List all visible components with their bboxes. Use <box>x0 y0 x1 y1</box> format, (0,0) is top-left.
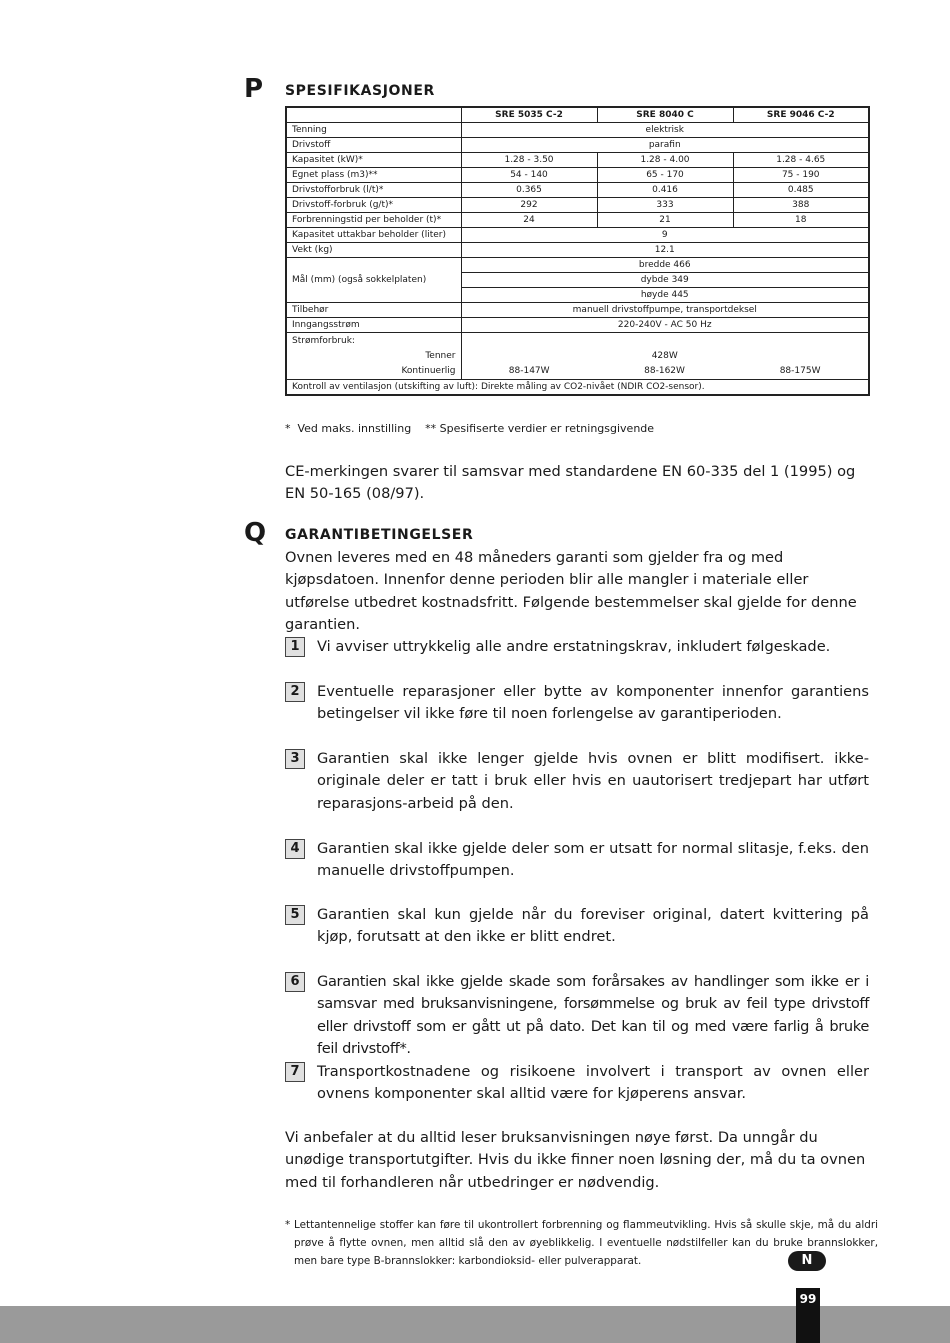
row-label: Drivstoff <box>286 138 461 153</box>
closing-paragraph: Vi anbefaler at du alltid leser bruksanvisningen nøye først. Da unngår du unødige transportutgifter. Hvis du ikke finner noen løsning der, må du ta ovnen med til forhandleren når utbedringer er nødvendig. <box>285 1129 866 1191</box>
section-letter-q: Q <box>244 518 267 548</box>
page-number: 99 <box>799 1292 817 1306</box>
row-value: 21 <box>597 213 733 228</box>
power-consumption-cell <box>286 333 461 380</box>
row-label: Kapasitet uttakbar beholder (liter) <box>286 228 461 243</box>
row-value: 65 - 170 <box>597 168 733 183</box>
warranty-item-text: Garantien skal ikke lenger gjelde hvis ovnen er blitt modifisert. ikke-originale deler er tatt i bruk eller hvis en uautorisert tredjepart har utført reparasjons-arbeid på den. <box>317 750 869 812</box>
warranty-item-text: Garantien skal ikke gjelde deler som er utsatt for normal slitasje, f.eks. den manuelle drivstoffpumpen. <box>317 840 869 880</box>
row-value: elektrisk <box>461 123 869 138</box>
row-label: Vekt (kg) <box>286 243 461 258</box>
row-value: høyde 445 <box>461 288 869 303</box>
table-row <box>286 380 869 396</box>
row-label: Drivstofforbruk (l/t)* <box>286 183 461 198</box>
item-number: 4 <box>285 839 305 859</box>
row-value: parafin <box>461 138 869 153</box>
row-value: 1.28 - 4.65 <box>733 153 869 168</box>
row-value: 88-147W <box>508 366 550 376</box>
row-value: 54 - 140 <box>461 168 597 183</box>
row-value: 1.28 - 4.00 <box>597 153 733 168</box>
warranty-item-text: Eventuelle reparasjoner eller bytte av komponenter innenfor garantiens betingelser vil ikke føre til noen forlengelse av garantiperioden. <box>317 683 869 723</box>
table-row <box>286 258 869 273</box>
warranty-item-text: Garantien skal kun gjelde når du foreviser original, datert kvittering på kjøp, forutsatt at den ikke er blitt endret. <box>317 906 869 946</box>
flammable-footnote: * Lettantennelige stoffer kan føre til ukontrollert forbrenning og flammeutvikling. Hvis så skulle skje, må du aldri prøve å flytte ovnen, men alltid slå den av øyeblikkelig. I eventuelle nødstilfeller kan du bruke brannslokker, men bare type B-brannslokker: karbondioksid- eller pulverapparat. <box>285 1219 878 1267</box>
row-value: 333 <box>597 198 733 213</box>
table-header-row <box>286 107 869 123</box>
row-label: Drivstoff-forbruk (g/t)* <box>286 198 461 213</box>
row-value: 220-240V - AC 50 Hz <box>461 318 869 333</box>
row-value: 0.365 <box>461 183 597 198</box>
power-consumption-values <box>461 333 869 380</box>
row-label: Tilbehør <box>286 303 461 318</box>
row-value: dybde 349 <box>461 273 869 288</box>
warranty-item-text: Vi avviser uttrykkelig alle andre erstatningskrav, inkludert følgeskade. <box>317 638 831 655</box>
specifications-table <box>285 106 870 396</box>
row-value: 0.485 <box>733 183 869 198</box>
row-value: 292 <box>461 198 597 213</box>
table-row <box>286 123 869 138</box>
ce-marking-text: CE-merkingen svarer til samsvar med standardene EN 60-335 del 1 (1995) og EN 50-165 (08/97). <box>285 463 856 503</box>
table-row <box>286 183 869 198</box>
table-row <box>286 168 869 183</box>
row-label: Inngangsstrøm <box>286 318 461 333</box>
table-row <box>286 303 869 318</box>
table-row <box>286 333 869 380</box>
language-badge: N <box>788 1251 826 1271</box>
table-row <box>286 138 869 153</box>
warranty-intro: Ovnen leveres med en 48 måneders garanti som gjelder fra og med kjøpsdatoen. Innenfor denne perioden blir alle mangler i materiale eller utførelse utbedret kostnadsfritt. Følgende bestemmelser skal gjelde for denne garantien. <box>285 549 857 634</box>
table-footnote: * Ved maks. innstilling ** Spesifiserte verdier er retningsgivende <box>285 422 655 435</box>
model-header: SRE 8040 C <box>597 107 733 123</box>
row-label: Kapasitet (kW)* <box>286 153 461 168</box>
ventilation-control-note: Kontroll av ventilasjon (utskifting av luft): Direkte måling av CO2-nivået (NDIR CO2-sensor). <box>286 380 869 396</box>
item-number: 3 <box>285 749 305 769</box>
table-row <box>286 198 869 213</box>
header-empty-cell <box>286 107 461 123</box>
row-value: 24 <box>461 213 597 228</box>
table-row <box>286 243 869 258</box>
table-row <box>286 213 869 228</box>
section-letter-p: P <box>244 74 264 104</box>
page-number-tab <box>796 1288 820 1343</box>
row-value: 388 <box>733 198 869 213</box>
row-value: 1.28 - 3.50 <box>461 153 597 168</box>
item-number: 2 <box>285 682 305 702</box>
section-title-specifications: SPESIFIKASJONER <box>285 83 435 99</box>
section-title-warranty: GARANTIBETINGELSER <box>285 527 474 543</box>
row-label: Forbrenningstid per beholder (t)* <box>286 213 461 228</box>
sub-row-label: Tenner <box>425 351 456 361</box>
row-value: 75 - 190 <box>733 168 869 183</box>
row-value: bredde 466 <box>461 258 869 273</box>
row-value: 428W <box>651 351 678 361</box>
row-label: Egnet plass (m3)** <box>286 168 461 183</box>
item-number: 5 <box>285 905 305 925</box>
item-number: 6 <box>285 972 305 992</box>
row-label: Strømforbruk: <box>292 336 355 346</box>
row-value: 12.1 <box>461 243 869 258</box>
sub-row-label: Kontinuerlig <box>401 366 456 376</box>
item-number: 1 <box>285 637 305 657</box>
row-value: 88-175W <box>779 366 821 376</box>
model-header: SRE 5035 C-2 <box>461 107 597 123</box>
model-header: SRE 9046 C-2 <box>733 107 869 123</box>
table-row <box>286 153 869 168</box>
row-value: 88-162W <box>644 366 685 376</box>
item-number: 7 <box>285 1062 305 1082</box>
row-value: manuell drivstoffpumpe, transportdeksel <box>461 303 869 318</box>
row-value: 18 <box>733 213 869 228</box>
warranty-item-text: Garantien skal ikke gjelde skade som forårsakes av handlinger som ikke er i samsvar med bruksanvisningene, forsømmelse og bruk av feil type drivstoff eller drivstoff som er gått ut på dato. Det kan til og med være farlig å bruke feil drivstoff*. <box>317 973 869 1058</box>
row-value: 9 <box>461 228 869 243</box>
table-row <box>286 228 869 243</box>
table-row <box>286 318 869 333</box>
row-value: 0.416 <box>597 183 733 198</box>
warranty-item-text: Transportkostnadene og risikoene involvert i transport av ovnen eller ovnens komponenter skal alltid være for kjøperens ansvar. <box>317 1063 869 1103</box>
row-label: Mål (mm) (også sokkelplaten) <box>286 258 461 303</box>
row-label: Tenning <box>286 123 461 138</box>
